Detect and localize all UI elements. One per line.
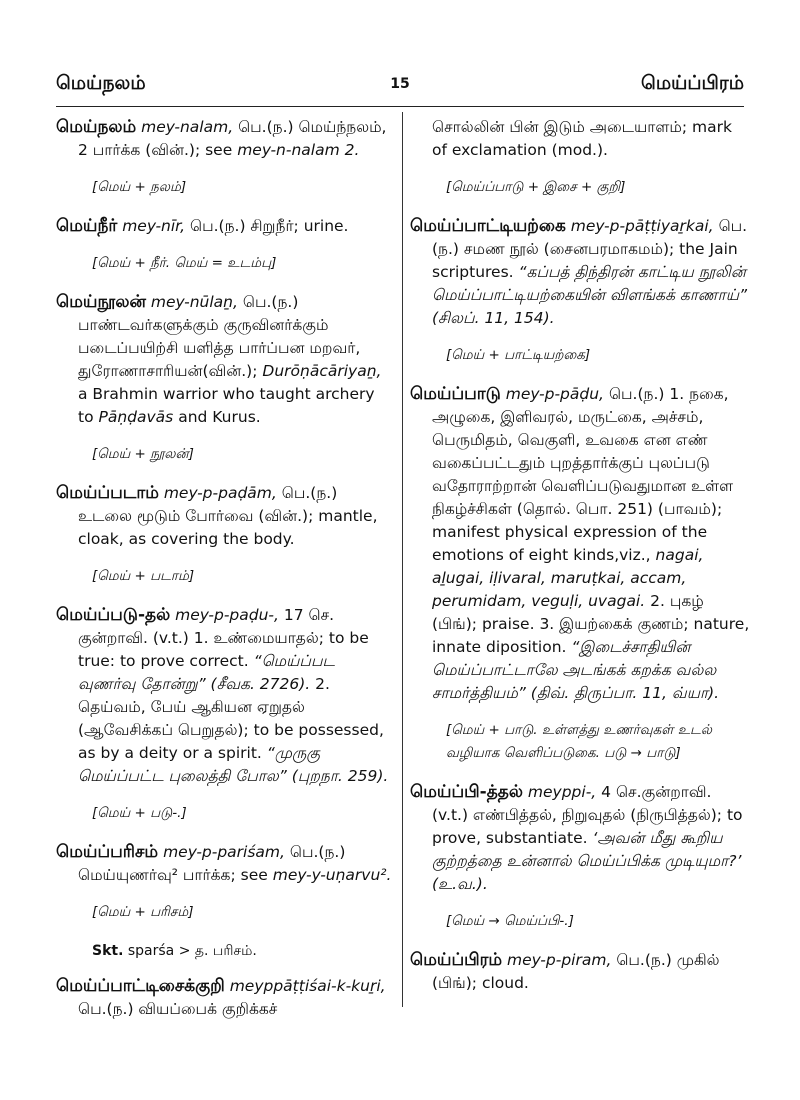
definition: பெ.(ந.) முகில் (பிங்); cloud. bbox=[432, 951, 720, 992]
transliteration: mey-p-piram, bbox=[507, 951, 612, 969]
header-left-guide-word: மெய்நலம் bbox=[56, 72, 146, 94]
dictionary-entry bbox=[410, 781, 750, 933]
etymology: [மெய் + படாம்] bbox=[92, 568, 195, 584]
definition: பெ.(ந.) 1. நகை, அழுகை, இளிவரல், மருட்கை, அச்சம், பெருமிதம், வெகுளி, உவகை என எண் வகைப்பட்டதும் புறத்தார்க்குப் புலப்படு வதோராற்றான் வெளிப்படுவதுமான உள்ள நிகழ்ச்சிகள் (தொல். பொ. 251) (பாவம்); manifest physical expression of the emotions of eight kinds,viz., bbox=[432, 385, 734, 564]
headword: மெய்நலம் bbox=[56, 117, 137, 137]
dictionary-entry bbox=[410, 383, 750, 765]
dictionary-entry bbox=[56, 215, 392, 275]
transliteration: mey-p-pāḍu, bbox=[505, 385, 604, 403]
headword: மெய்நீர் bbox=[56, 216, 118, 236]
definition: 2. தெய்வம், பேய் ஆகியன ஏறுதல் (ஆவேசிக்கப் பெறுதல்); to be possessed, as by a deity or a spirit. bbox=[78, 675, 384, 762]
header-right-guide-word: மெய்ப்பிரம் bbox=[641, 72, 744, 94]
headword: மெய்ப்பாட்டியற்கை bbox=[410, 216, 566, 236]
page-header bbox=[56, 72, 744, 107]
column-divider bbox=[402, 112, 403, 1007]
etymology: [மெய் + பாடு. உள்ளத்து உணர்வுகள் உடல் வழியாக வெளிப்படுகை. படு → பாடு] bbox=[446, 722, 712, 761]
emotion-list: nagai, aḻugai, iḷivaral, maruṭkai, accam, perumidam, veguḷi, uvagai. bbox=[432, 546, 704, 610]
definition: 2. புகழ் (பிங்); praise. 3. இயற்கைக் குணம்; nature, innate diposition. bbox=[432, 592, 750, 656]
transliteration: mey-nīr, bbox=[122, 217, 186, 235]
definition: பெ.(ந.) வியப்பைக் குறிக்கச் bbox=[78, 1000, 278, 1018]
dictionary-entry bbox=[56, 482, 392, 588]
etymology: [மெய் + பரிசம்] bbox=[92, 904, 194, 920]
quotation: “கப்பத் திந்திரன் காட்டிய நூலின் மெய்ப்பாட்டியற்கையின் விளங்கக் காணாய்” (சிலப். 11, 154). bbox=[432, 263, 748, 327]
sanskrit-origin: sparśa > த. பரிசம். bbox=[127, 943, 257, 959]
page-number: 15 bbox=[390, 76, 410, 92]
name-transliteration: Pāṇḍavās bbox=[98, 408, 174, 426]
definition: பெ. (ந.) சமண நூல் (சைனபரமாகமம்); the Jain scriptures. bbox=[432, 217, 748, 281]
transliteration: meyppi-, bbox=[527, 783, 597, 801]
headword: மெய்ப்பரிசம் bbox=[56, 842, 159, 862]
etymology: [மெய்ப்பாடு + இசை + குறி] bbox=[446, 179, 626, 195]
dictionary-entry-continued bbox=[410, 116, 750, 199]
quotation: “மெய்ப்பட வுணர்வு தோன்று” (சீவக. 2726). bbox=[78, 652, 335, 693]
definition: பெ.(ந.) சிறுநீர்; urine. bbox=[190, 217, 349, 235]
headword: மெய்ப்படு-தல் bbox=[56, 605, 171, 625]
headword: மெய்ப்படாம் bbox=[56, 483, 159, 503]
dictionary-entry bbox=[410, 949, 750, 995]
headword: மெய்ப்பிரம் bbox=[410, 950, 503, 970]
dictionary-entry bbox=[56, 291, 392, 466]
transliteration: mey-p-pāṭṭiyaṟkai, bbox=[570, 217, 714, 235]
cross-reference: mey-y-uṇarvu². bbox=[272, 866, 392, 884]
definition: பெ.(ந.) உடலை மூடும் போர்வை (வின்.); mantle, cloak, as covering the body. bbox=[78, 484, 378, 548]
definition: பெ.(ந.) பாண்டவர்களுக்கும் குருவினர்க்கும் படைப்பயிற்சி யளித்த பார்ப்பன மறவர், துரோணாசாரியன்(வின்.); bbox=[78, 293, 361, 380]
headword: மெய்ப்பி-த்தல் bbox=[410, 782, 523, 802]
definition: பெ.(ந.) மெய்யுணர்வு² பார்க்க; see bbox=[78, 843, 346, 884]
transliteration: mey-p-paḍu-, bbox=[175, 606, 279, 624]
cross-reference: mey-n-nalam 2. bbox=[237, 141, 360, 159]
right-column bbox=[410, 116, 750, 1004]
dictionary-entry bbox=[56, 116, 392, 199]
sanskrit-label: Skt. bbox=[92, 943, 124, 959]
headword: மெய்ப்பாடு bbox=[410, 384, 501, 404]
etymology: [மெய் + பாட்டியற்கை] bbox=[446, 347, 591, 363]
etymology: [மெய் + படு-.] bbox=[92, 805, 187, 821]
transliteration: meyppāṭṭiśai-k-kuṟi, bbox=[229, 977, 386, 995]
dictionary-entry bbox=[56, 975, 392, 1021]
quotation: ‘அவன் மீது கூறிய குற்றத்தை உன்னால் மெய்ப்பிக்க முடியுமா?’ (உ.வ.). bbox=[432, 829, 742, 893]
dictionary-entry bbox=[56, 604, 392, 825]
quotation: “முருகு மெய்ப்பட்ட புலைத்தி போல” (புறநா. 259). bbox=[78, 744, 389, 785]
definition-english: a Brahmin warrior who taught archery to bbox=[78, 385, 375, 426]
definition-english: and Kurus. bbox=[178, 408, 261, 426]
name-transliteration: Durōṇācāriyaṉ, bbox=[262, 362, 382, 380]
etymology: [மெய் + நலம்] bbox=[92, 179, 187, 195]
sanskrit-note bbox=[92, 940, 392, 963]
definition: 4 செ.குன்றாவி. (v.t.) எண்பித்தல், நிறுவுதல் (நிருபித்தல்); to prove, substantiate. bbox=[432, 783, 743, 847]
transliteration: mey-p-pariśam, bbox=[163, 843, 285, 861]
transliteration: mey-p-paḍām, bbox=[163, 484, 277, 502]
headword: மெய்நூலன் bbox=[56, 292, 146, 312]
dictionary-entry bbox=[410, 215, 750, 367]
definition: பெ.(ந.) மெய்ந்நலம், 2 பார்க்க (வின்.); see bbox=[78, 118, 387, 159]
etymology: [மெய் → மெய்ப்பி-.] bbox=[446, 913, 574, 929]
transliteration: mey-nūlaṉ, bbox=[150, 293, 238, 311]
headword: மெய்ப்பாட்டிசைக்குறி bbox=[56, 976, 225, 996]
left-column bbox=[56, 116, 392, 1030]
definition: 17 செ. குன்றாவி. (v.t.) 1. உண்மையாதல்; to be true: to prove correct. bbox=[78, 606, 369, 670]
definition: சொல்லின் பின் இடும் அடையாளம்; mark of exclamation (mod.). bbox=[432, 118, 732, 159]
etymology: [மெய் + நூலன்] bbox=[92, 446, 194, 462]
quotation: “இடைச்சாதியின் மெய்ப்பாட்டாலே அடங்கக் கறக்க வல்ல சாமர்த்தியம்” (திவ். திருப்பா. 11, வ்யா). bbox=[432, 638, 720, 702]
dictionary-entry bbox=[56, 841, 392, 963]
etymology: [மெய் + நீர். மெய் = உடம்பு] bbox=[92, 255, 277, 271]
transliteration: mey-nalam, bbox=[141, 118, 234, 136]
